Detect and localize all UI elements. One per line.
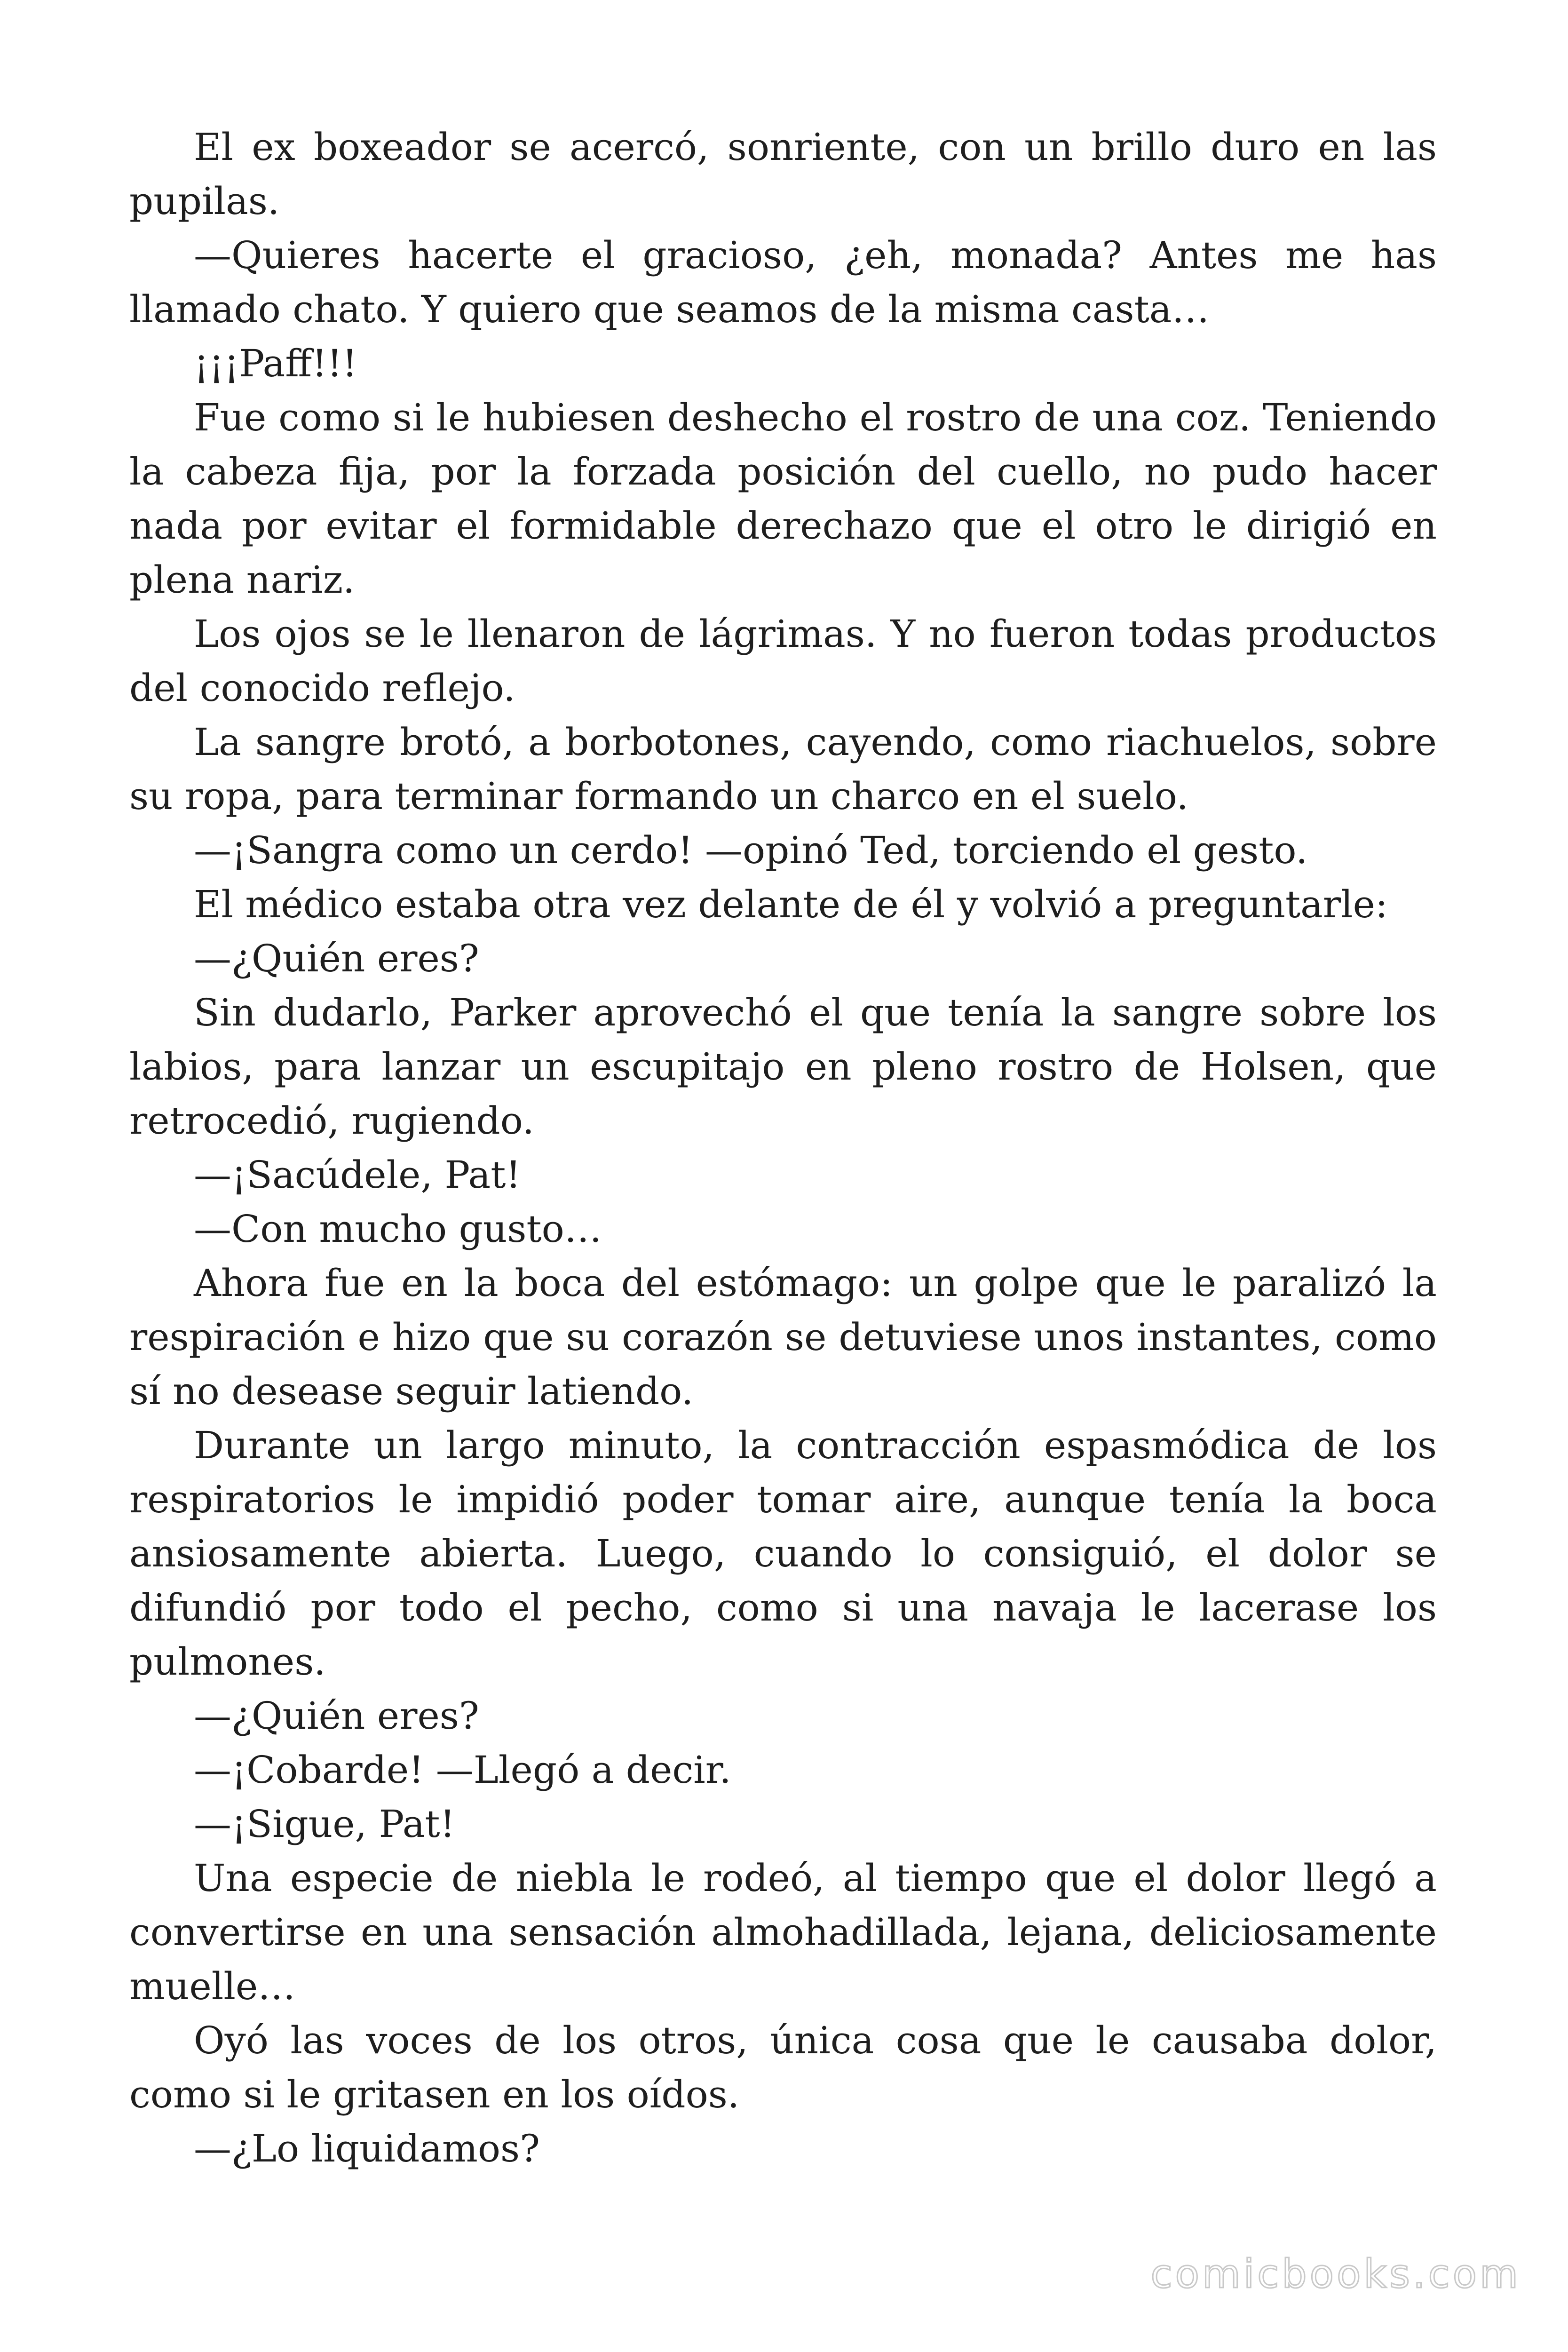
paragraph: El médico estaba otra vez delante de él y volvió a preguntarle: — [194, 882, 1388, 926]
paragraph: Una especie de niebla le rodeó, al tiempo que el dolor llegó a convertirse en una sensación almohadillada, lejana, deliciosamente muelle… — [129, 1856, 1437, 2008]
paragraph: Ahora fue en la boca del estómago: un golpe que le paralizó la respiración e hizo que su corazón se detuviese unos instantes, como sí no desease seguir latiendo. — [129, 1261, 1437, 1413]
paragraph: Los ojos se le llenaron de lágrimas. Y no fueron todas productos del conocido reflejo. — [129, 612, 1437, 710]
paragraph: —¿Lo liquidamos? — [194, 2127, 540, 2170]
watermark: comicbooks.com — [1150, 2251, 1521, 2297]
paragraph: —¡Sigue, Pat! — [194, 1802, 455, 1846]
paragraph: —¡Cobarde! —Llegó a decir. — [194, 1748, 731, 1792]
paragraph: —Quieres hacerte el gracioso, ¿eh, monada? Antes me has llamado chato. Y quiero que seamos de la misma casta… — [129, 233, 1437, 331]
paragraph: Durante un largo minuto, la contracción espasmódica de los respiratorios le impidió poder tomar aire, aunque tenía la boca ansiosamente abierta. Luego, cuando lo consiguió, el dolor se difundió por todo el pecho, como si una navaja le lacerase los pulmones. — [129, 1423, 1437, 1684]
paragraph: El ex boxeador se acercó, sonriente, con un brillo duro en las pupilas. — [129, 125, 1437, 223]
paragraph: Oyó las voces de los otros, única cosa que le causaba dolor, como si le gritasen en los oídos. — [129, 2018, 1437, 2116]
paragraph: —¡Sacúdele, Pat! — [194, 1153, 521, 1197]
paragraph: —¿Quién eres? — [194, 937, 479, 980]
paragraph: Fue como si le hubiesen deshecho el rostro de una coz. Teniendo la cabeza fija, por la forzada posición del cuello, no pudo hacer nada por evitar el formidable derechazo que el otro le dirigió en plena nariz. — [129, 396, 1437, 602]
paragraph: La sangre brotó, a borbotones, cayendo, como riachuelos, sobre su ropa, para terminar formando un charco en el suelo. — [129, 720, 1437, 818]
paragraph: ¡¡¡Paff!!! — [194, 342, 357, 385]
paragraph: —¡Sangra como un cerdo! —opinó Ted, torciendo el gesto. — [194, 828, 1308, 872]
page-text — [129, 120, 1437, 2176]
paragraph: —Con mucho gusto… — [194, 1207, 602, 1251]
paragraph: —¿Quién eres? — [194, 1694, 479, 1738]
paragraph: Sin dudarlo, Parker aprovechó el que tenía la sangre sobre los labios, para lanzar un escupitajo en pleno rostro de Holsen, que retrocedió, rugiendo. — [129, 991, 1437, 1143]
